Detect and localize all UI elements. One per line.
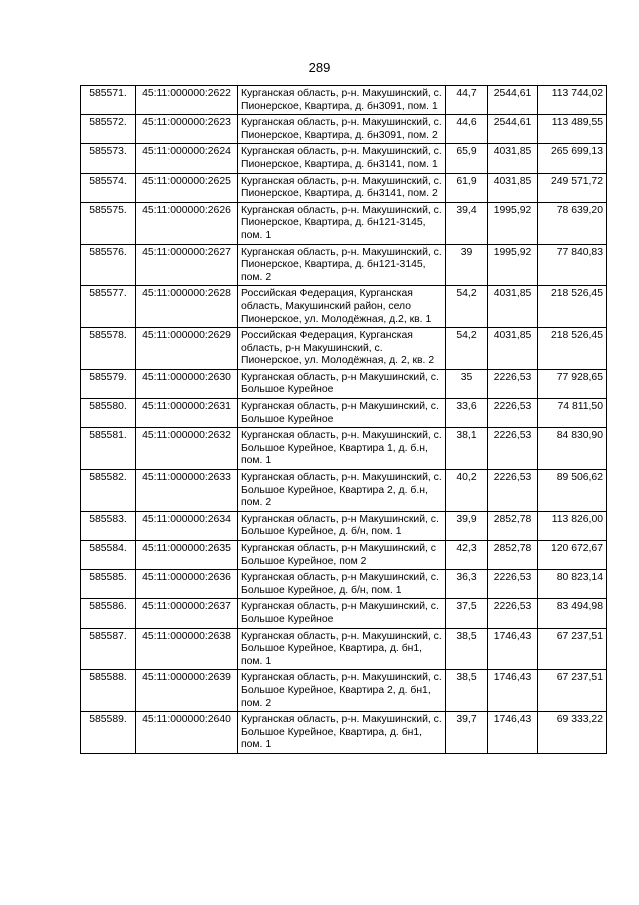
row-number-cell: 585589. xyxy=(81,712,136,754)
address-cell: Курганская область, р-н Макушинский, с. Большое Курейное xyxy=(238,599,446,628)
row-number-cell: 585583. xyxy=(81,511,136,540)
table-row xyxy=(81,628,607,670)
cadastral-value-cell: 218 526,45 xyxy=(538,328,607,370)
row-number-cell: 585581. xyxy=(81,428,136,470)
table-row xyxy=(81,115,607,144)
row-number-cell: 585579. xyxy=(81,369,136,398)
address-cell: Курганская область, р-н Макушинский, с Большое Курейное, пом 2 xyxy=(238,541,446,570)
cadastral-number-cell: 45:11:000000:2637 xyxy=(136,599,238,628)
table-row xyxy=(81,428,607,470)
area-cell: 38,1 xyxy=(446,428,488,470)
cadastral-value-cell: 249 571,72 xyxy=(538,173,607,202)
table-row xyxy=(81,244,607,286)
area-cell: 54,2 xyxy=(446,328,488,370)
cadastral-number-cell: 45:11:000000:2622 xyxy=(136,86,238,115)
address-cell: Курганская область, р-н Макушинский, с. Большое Курейное xyxy=(238,399,446,428)
unit-price-cell: 2544,61 xyxy=(488,86,538,115)
registry-table-body xyxy=(81,86,607,754)
area-cell: 35 xyxy=(446,369,488,398)
unit-price-cell: 2226,53 xyxy=(488,570,538,599)
cadastral-number-cell: 45:11:000000:2639 xyxy=(136,670,238,712)
area-cell: 61,9 xyxy=(446,173,488,202)
row-number-cell: 585580. xyxy=(81,399,136,428)
cadastral-number-cell: 45:11:000000:2624 xyxy=(136,144,238,173)
address-cell: Курганская область, р-н. Макушинский, с. Пионерское, Квартира, д. бн121-3145, пом. 2 xyxy=(238,244,446,286)
unit-price-cell: 1746,43 xyxy=(488,628,538,670)
cadastral-value-cell: 84 830,90 xyxy=(538,428,607,470)
cadastral-value-cell: 113 744,02 xyxy=(538,86,607,115)
unit-price-cell: 2226,53 xyxy=(488,428,538,470)
cadastral-value-cell: 89 506,62 xyxy=(538,470,607,512)
row-number-cell: 585576. xyxy=(81,244,136,286)
cadastral-number-cell: 45:11:000000:2626 xyxy=(136,202,238,244)
area-cell: 39,7 xyxy=(446,712,488,754)
row-number-cell: 585574. xyxy=(81,173,136,202)
area-cell: 39,9 xyxy=(446,511,488,540)
unit-price-cell: 2226,53 xyxy=(488,399,538,428)
unit-price-cell: 2544,61 xyxy=(488,115,538,144)
cadastral-number-cell: 45:11:000000:2636 xyxy=(136,570,238,599)
address-cell: Курганская область, р-н. Макушинский, с. Пионерское, Квартира, д. бн3091, пом. 2 xyxy=(238,115,446,144)
cadastral-value-cell: 265 699,13 xyxy=(538,144,607,173)
area-cell: 44,6 xyxy=(446,115,488,144)
area-cell: 39 xyxy=(446,244,488,286)
cadastral-number-cell: 45:11:000000:2631 xyxy=(136,399,238,428)
row-number-cell: 585584. xyxy=(81,541,136,570)
cadastral-value-cell: 67 237,51 xyxy=(538,670,607,712)
unit-price-cell: 2852,78 xyxy=(488,541,538,570)
area-cell: 33,6 xyxy=(446,399,488,428)
address-cell: Курганская область, р-н Макушинский, с. Большое Курейное, д. б/н, пом. 1 xyxy=(238,511,446,540)
row-number-cell: 585587. xyxy=(81,628,136,670)
table-row xyxy=(81,399,607,428)
table-row xyxy=(81,599,607,628)
cadastral-number-cell: 45:11:000000:2634 xyxy=(136,511,238,540)
area-cell: 40,2 xyxy=(446,470,488,512)
address-cell: Курганская область, р-н Макушинский, с. Большое Курейное xyxy=(238,369,446,398)
unit-price-cell: 1995,92 xyxy=(488,202,538,244)
row-number-cell: 585575. xyxy=(81,202,136,244)
address-cell: Курганская область, р-н Макушинский, с. Большое Курейное, д. б/н, пом. 1 xyxy=(238,570,446,599)
table-row xyxy=(81,541,607,570)
unit-price-cell: 1746,43 xyxy=(488,670,538,712)
area-cell: 38,5 xyxy=(446,670,488,712)
cadastral-number-cell: 45:11:000000:2640 xyxy=(136,712,238,754)
unit-price-cell: 4031,85 xyxy=(488,144,538,173)
cadastral-value-cell: 74 811,50 xyxy=(538,399,607,428)
cadastral-value-cell: 77 928,65 xyxy=(538,369,607,398)
address-cell: Курганская область, р-н. Макушинский, с. Большое Курейное, Квартира, д. бн1, пом. 1 xyxy=(238,628,446,670)
unit-price-cell: 1995,92 xyxy=(488,244,538,286)
address-cell: Курганская область, р-н. Макушинский, с. Пионерское, Квартира, д. бн3141, пом. 2 xyxy=(238,173,446,202)
cadastral-number-cell: 45:11:000000:2632 xyxy=(136,428,238,470)
row-number-cell: 585588. xyxy=(81,670,136,712)
row-number-cell: 585573. xyxy=(81,144,136,173)
cadastral-value-cell: 78 639,20 xyxy=(538,202,607,244)
unit-price-cell: 4031,85 xyxy=(488,286,538,328)
table-row xyxy=(81,712,607,754)
unit-price-cell: 2226,53 xyxy=(488,470,538,512)
cadastral-number-cell: 45:11:000000:2630 xyxy=(136,369,238,398)
cadastral-value-cell: 69 333,22 xyxy=(538,712,607,754)
area-cell: 39,4 xyxy=(446,202,488,244)
address-cell: Курганская область, р-н. Макушинский, с. Большое Курейное, Квартира 2, д. б.н, пом. 2 xyxy=(238,470,446,512)
cadastral-number-cell: 45:11:000000:2628 xyxy=(136,286,238,328)
area-cell: 42,3 xyxy=(446,541,488,570)
registry-table xyxy=(80,85,607,754)
row-number-cell: 585571. xyxy=(81,86,136,115)
address-cell: Курганская область, р-н. Макушинский, с. Большое Курейное, Квартира, д. бн1, пом. 1 xyxy=(238,712,446,754)
area-cell: 37,5 xyxy=(446,599,488,628)
area-cell: 38,5 xyxy=(446,628,488,670)
area-cell: 44,7 xyxy=(446,86,488,115)
cadastral-number-cell: 45:11:000000:2635 xyxy=(136,541,238,570)
table-row xyxy=(81,86,607,115)
area-cell: 54,2 xyxy=(446,286,488,328)
cadastral-value-cell: 113 489,55 xyxy=(538,115,607,144)
row-number-cell: 585577. xyxy=(81,286,136,328)
row-number-cell: 585586. xyxy=(81,599,136,628)
area-cell: 65,9 xyxy=(446,144,488,173)
row-number-cell: 585572. xyxy=(81,115,136,144)
row-number-cell: 585582. xyxy=(81,470,136,512)
cadastral-value-cell: 218 526,45 xyxy=(538,286,607,328)
table-row xyxy=(81,173,607,202)
cadastral-value-cell: 83 494,98 xyxy=(538,599,607,628)
table-row xyxy=(81,511,607,540)
table-row xyxy=(81,328,607,370)
table-row xyxy=(81,670,607,712)
cadastral-value-cell: 120 672,67 xyxy=(538,541,607,570)
table-row xyxy=(81,144,607,173)
address-cell: Курганская область, р-н. Макушинский, с. Пионерское, Квартира, д. бн3141, пом. 1 xyxy=(238,144,446,173)
area-cell: 36,3 xyxy=(446,570,488,599)
row-number-cell: 585585. xyxy=(81,570,136,599)
unit-price-cell: 4031,85 xyxy=(488,328,538,370)
row-number-cell: 585578. xyxy=(81,328,136,370)
address-cell: Курганская область, р-н. Макушинский, с. Большое Курейное, Квартира 1, д. б.н, пом. 1 xyxy=(238,428,446,470)
table-row xyxy=(81,202,607,244)
cadastral-value-cell: 67 237,51 xyxy=(538,628,607,670)
page-number: 289 xyxy=(308,60,331,75)
address-cell: Курганская область, р-н. Макушинский, с. Большое Курейное, Квартира 2, д. бн1, пом. 2 xyxy=(238,670,446,712)
cadastral-number-cell: 45:11:000000:2625 xyxy=(136,173,238,202)
cadastral-value-cell: 113 826,00 xyxy=(538,511,607,540)
address-cell: Российская Федерация, Курганская область, р-н Макушинский, с. Пионерское, ул. Молодёжная, д. 2, кв. 2 xyxy=(238,328,446,370)
cadastral-number-cell: 45:11:000000:2623 xyxy=(136,115,238,144)
unit-price-cell: 4031,85 xyxy=(488,173,538,202)
cadastral-number-cell: 45:11:000000:2629 xyxy=(136,328,238,370)
cadastral-number-cell: 45:11:000000:2638 xyxy=(136,628,238,670)
cadastral-value-cell: 80 823,14 xyxy=(538,570,607,599)
address-cell: Курганская область, р-н. Макушинский, с. Пионерское, Квартира, д. бн3091, пом. 1 xyxy=(238,86,446,115)
table-row xyxy=(81,470,607,512)
unit-price-cell: 2852,78 xyxy=(488,511,538,540)
cadastral-number-cell: 45:11:000000:2633 xyxy=(136,470,238,512)
unit-price-cell: 1746,43 xyxy=(488,712,538,754)
cadastral-number-cell: 45:11:000000:2627 xyxy=(136,244,238,286)
unit-price-cell: 2226,53 xyxy=(488,599,538,628)
unit-price-cell: 2226,53 xyxy=(488,369,538,398)
address-cell: Российская Федерация, Курганская область, Макушинский район, село Пионерское, ул. Молодёжная, д.2, кв. 1 xyxy=(238,286,446,328)
table-row xyxy=(81,369,607,398)
table-row xyxy=(81,286,607,328)
address-cell: Курганская область, р-н. Макушинский, с. Пионерское, Квартира, д. бн121-3145, пом. 1 xyxy=(238,202,446,244)
table-row xyxy=(81,570,607,599)
cadastral-value-cell: 77 840,83 xyxy=(538,244,607,286)
